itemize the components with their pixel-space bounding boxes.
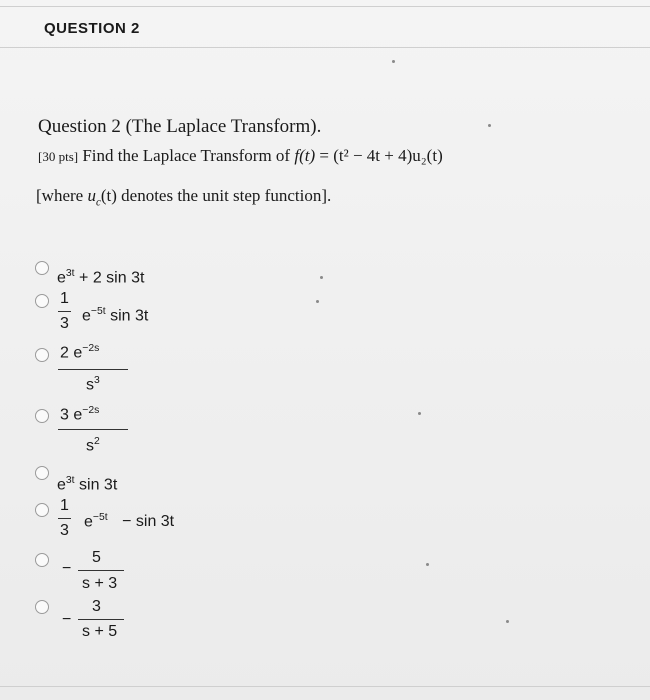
- option-h-numerator: 3: [92, 598, 101, 615]
- option-f-text: $e^{-5t} - \sin 3t$: [84, 512, 175, 531]
- bottom-divider: [0, 686, 650, 687]
- prompt-prefix: Find the Laplace Transform of: [82, 146, 291, 165]
- option-g-sign: −: [62, 560, 72, 577]
- option-e-text: $e^{3t}$ sin 3t: [57, 475, 118, 494]
- function-rhs: = (t² − 4t + 4)u₂(t): [319, 146, 443, 165]
- points-label: [30 pts]: [38, 149, 79, 164]
- option-a-radio[interactable]: [35, 261, 49, 275]
- question-prompt-line: [38, 146, 443, 166]
- where-prefix: [where: [36, 186, 84, 205]
- option-h-radio[interactable]: [35, 600, 49, 614]
- option-d-fraction-bar: [58, 429, 128, 430]
- option-c-radio[interactable]: [35, 348, 49, 362]
- where-symbol: $u_c$: [87, 186, 101, 209]
- question-header: QUESTION 2: [44, 20, 140, 37]
- where-suffix: denotes the unit step function].: [121, 186, 332, 205]
- option-g-numerator: 5: [92, 549, 101, 566]
- top-divider: [0, 6, 650, 7]
- option-b-text: $e^{-5t}$ sin 3t: [82, 306, 149, 325]
- option-f-radio[interactable]: [35, 503, 49, 517]
- option-g-radio[interactable]: [35, 553, 49, 567]
- option-h-sign: −: [62, 611, 72, 628]
- option-d-numerator: 3 $e^{-2s}$: [60, 405, 100, 424]
- option-c-denominator: $s^3$: [86, 375, 100, 394]
- option-d-denominator: $s^2$: [86, 436, 100, 455]
- speck: [418, 412, 421, 415]
- option-c-fraction-bar: [58, 369, 128, 370]
- speck: [506, 620, 509, 623]
- option-d-radio[interactable]: [35, 409, 49, 423]
- question-where-line: [36, 186, 331, 208]
- option-c-numerator: 2 $e^{-2s}$: [60, 343, 100, 362]
- option-f-fraction-bar: [58, 518, 71, 519]
- option-h-denominator: s + 5: [82, 623, 118, 640]
- speck: [320, 276, 323, 279]
- function-lhs: f(t): [294, 146, 316, 165]
- header-divider: [0, 47, 650, 48]
- option-f-fraction-den: 3: [60, 522, 69, 539]
- speck: [426, 563, 429, 566]
- option-a-text: $e^{3t} + 2$ sin 3t: [57, 268, 145, 287]
- question-title: Question 2 (The Laplace Transform).: [38, 116, 322, 137]
- speck: [488, 124, 491, 127]
- option-g-fraction-bar: [78, 570, 124, 571]
- option-h-fraction-bar: [78, 619, 124, 620]
- option-b-fraction-num: 1: [60, 290, 69, 307]
- speck: [392, 60, 395, 63]
- option-e-radio[interactable]: [35, 466, 49, 480]
- option-f-fraction-num: 1: [60, 497, 69, 514]
- speck: [316, 300, 319, 303]
- option-b-fraction-den: 3: [60, 315, 69, 332]
- option-b-radio[interactable]: [35, 294, 49, 308]
- option-g-denominator: s + 3: [82, 575, 118, 592]
- option-b-fraction-bar: [58, 311, 71, 312]
- where-arg: (t): [100, 186, 117, 205]
